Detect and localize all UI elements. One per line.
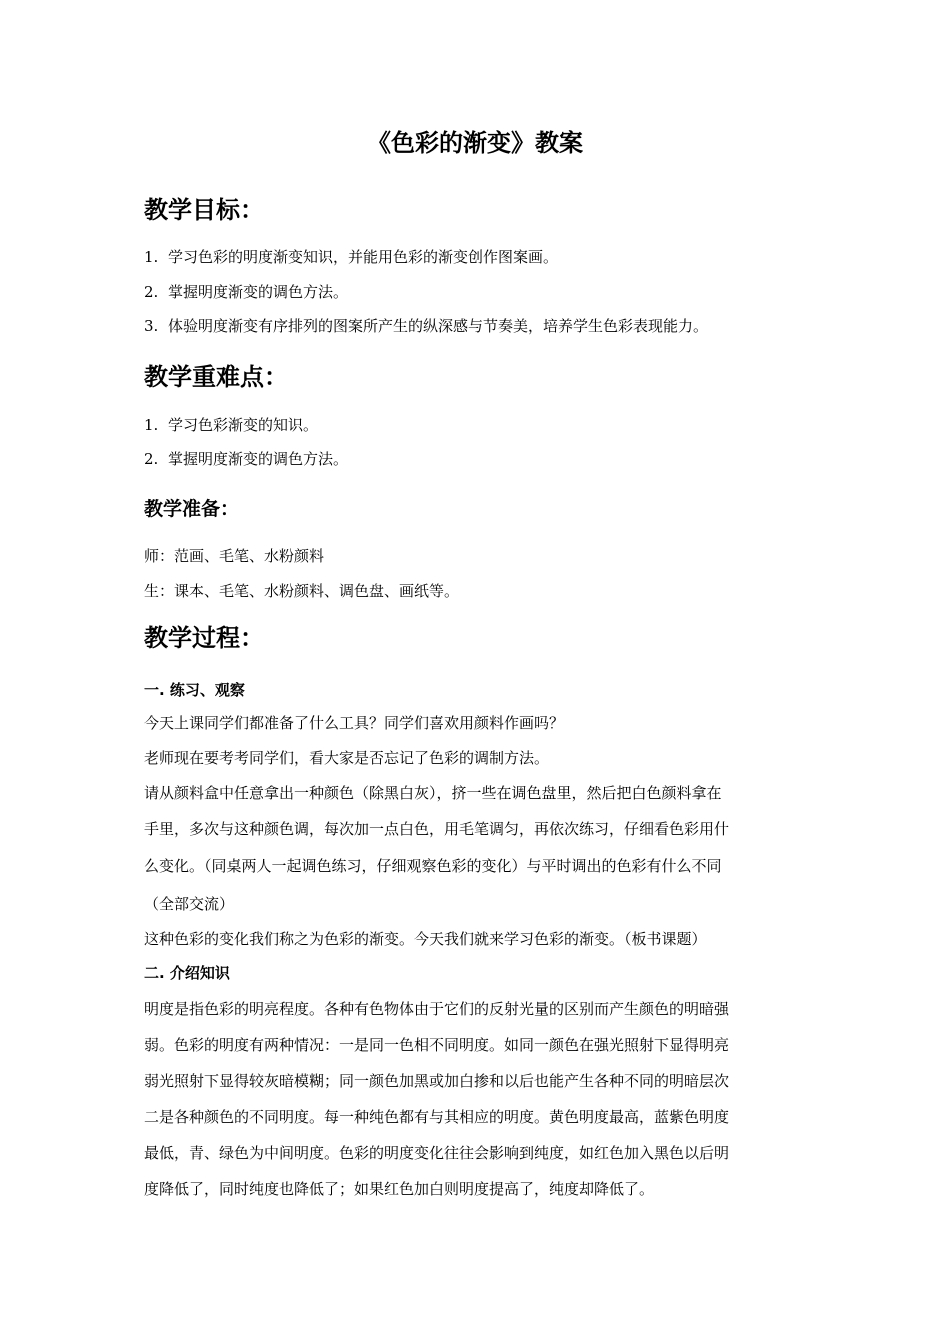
section-1-line: （全部交流） <box>144 895 235 913</box>
goal-item-text: 掌握明度渐变的调色方法。 <box>168 283 349 301</box>
preparation-teacher: 师：范画、毛笔、水粉颜料 <box>144 547 325 565</box>
section-2-line: 度降低了，同时纯度也降低了；如果红色加白则明度提高了，纯度却降低了。 <box>144 1180 655 1198</box>
preparation-heading: 教学准备： <box>144 498 240 520</box>
section-1-line: 今天上课同学们都准备了什么工具？同学们喜欢用颜料作画吗？ <box>144 714 565 732</box>
key-point-text: 掌握明度渐变的调色方法。 <box>168 450 349 468</box>
section-1-line: 这种色彩的变化我们称之为色彩的渐变。今天我们就来学习色彩的渐变。（板书课题） <box>144 930 707 948</box>
goal-item-text: 学习色彩的明度渐变知识，并能用色彩的渐变创作图案画。 <box>168 248 559 266</box>
goal-item <box>144 315 708 337</box>
key-points-heading: 教学重难点： <box>144 363 288 391</box>
key-point-number: 1. <box>144 416 159 434</box>
goal-item <box>144 246 558 268</box>
section-2-line: 明度是指色彩的明亮程度。各种有色物体由于它们的反射光量的区别而产生颜色的明暗强 <box>144 1000 730 1018</box>
section-2-line: 二是各种颜色的不同明度。每一种纯色都有与其相应的明度。黄色明度最高，蓝紫色明度 <box>144 1108 730 1126</box>
process-heading: 教学过程： <box>144 624 264 652</box>
section-1-line: 手里，多次与这种颜色调，每次加一点白色，用毛笔调匀，再依次练习，仔细看色彩用什 <box>144 820 730 838</box>
goals-heading: 教学目标： <box>144 196 264 224</box>
goal-item <box>144 281 348 303</box>
goal-item-text: 体验明度渐变有序排列的图案所产生的纵深感与节奏美，培养学生色彩表现能力。 <box>168 317 709 335</box>
section-1-line: 么变化。（同桌两人一起调色练习，仔细观察色彩的变化）与平时调出的色彩有什么不同 <box>144 857 722 875</box>
section-1-line: 老师现在要考考同学们，看大家是否忘记了色彩的调制方法。 <box>144 749 550 767</box>
section-2-line: 弱光照射下显得较灰暗模糊；同一颜色加黑或加白掺和以后也能产生各种不同的明暗层次 <box>144 1072 730 1090</box>
goal-item-number: 2. <box>144 283 159 301</box>
preparation-student: 生：课本、毛笔、水粉颜料、调色盘、画纸等。 <box>144 582 460 600</box>
section-1-line: 请从颜料盒中任意拿出一种颜色（除黑白灰），挤一些在调色盘里，然后把白色颜料拿在 <box>144 784 722 802</box>
key-point-number: 2. <box>144 450 159 468</box>
section-2-line: 弱。色彩的明度有两种情况：一是同一色相不同明度。如同一颜色在强光照射下显得明亮 <box>144 1036 730 1054</box>
section-1-heading: 一. 练习、观察 <box>144 681 245 699</box>
document-title: 《色彩的渐变》教案 <box>367 129 583 157</box>
goal-item-number: 3. <box>144 317 159 335</box>
key-point-item <box>144 448 348 470</box>
section-2-heading: 二. 介绍知识 <box>144 964 230 982</box>
key-point-text: 学习色彩渐变的知识。 <box>168 416 319 434</box>
goal-item-number: 1. <box>144 248 159 266</box>
section-2-line: 最低，青、绿色为中间明度。色彩的明度变化往往会影响到纯度，如红色加入黑色以后明 <box>144 1144 730 1162</box>
key-point-item <box>144 414 318 436</box>
